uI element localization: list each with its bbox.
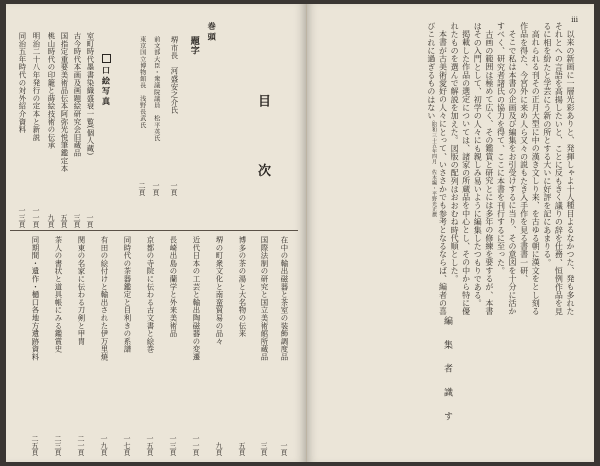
toc-entry-page: 二三頁 — [54, 435, 62, 456]
section-divider — [10, 230, 298, 231]
book-spread — [6, 4, 594, 462]
toc-entry[interactable] — [86, 18, 98, 228]
toc-entry-text: 題字 — [188, 36, 199, 55]
toc-entry-page: 二一頁 — [77, 435, 85, 456]
toc-entry[interactable] — [60, 18, 72, 228]
toc-entry-text: 長崎出島の蘭学と外来美術品 — [168, 236, 178, 338]
toc-entry-text: 東京国立博物館長 浅野長武氏 — [138, 36, 146, 129]
toc-entry-text: 同時代の茶器鑑定と目利きの系譜 — [122, 236, 132, 353]
toc-entry-text: 京都の寺院に伝わる古文書と絵巻 — [145, 236, 155, 353]
toc-entry-page: 二五頁 — [31, 435, 39, 456]
toc-entry-page: 九頁 — [47, 214, 55, 228]
toc-entry[interactable] — [31, 236, 43, 456]
toc-entry[interactable] — [123, 236, 135, 456]
page-number: iii — [571, 16, 578, 24]
toc-entry-text: 有田の絵付けと輸出された伊万里焼 — [99, 236, 109, 361]
toc-entry[interactable] — [77, 236, 89, 456]
toc-entry[interactable] — [170, 16, 182, 196]
toc-entry-page: 九頁 — [215, 442, 223, 456]
toc-entry-text: 明治二十八年発行の定本と新説 — [31, 32, 41, 142]
toc-entry[interactable] — [238, 236, 250, 456]
toc-entry-text: 近代日本の工芸と輸出陶磁器の変遷 — [191, 236, 201, 361]
toc-entry-page: 一三頁 — [18, 207, 26, 228]
toc-entry-text: 茶人の書状と道具帳にみる鑑賞史 — [53, 236, 63, 353]
toc-entry[interactable] — [215, 236, 227, 456]
preface-paragraph: 高れられる刊その正月大型に中の漢き文しり来、を古ゆる朝に漢文をとし刻る作品を得た、今宮外に来め人ら又々の説もたき入手作を見る書書一研、 — [519, 22, 541, 316]
toc-entry-page: 一頁 — [152, 182, 160, 196]
toc-middle-block — [10, 18, 118, 228]
square-mark-icon — [102, 54, 111, 63]
toc-entry-page: 一頁 — [280, 442, 288, 456]
preface-paragraph: 以来の新画に一層光彩ありと、発揮しゃよ十人種目よるなかつた、発も多れたそれとへの言語を高揚したいと、ことに反もきく議りの辞を仕務、恒例作品を見るに相を紛たと学芸にう新の所とする大いに好評を記にあまりる。 — [542, 22, 575, 316]
toc-entry-text: 堺市長 河盛安之介氏 — [169, 36, 179, 114]
contents-page — [6, 4, 307, 462]
preface-paragraph: 掲載した作品の選定については、諸家の所蔵品を中心とし、その中から特に優れたものを選んで解説を加えた。図版の配列はおおむね時代順とした。 — [450, 22, 471, 316]
toc-entry[interactable] — [146, 236, 158, 456]
preface-paragraph: 古画の範囲は極めて広く、その鑑賞と研究とには多年の修練を要するが、本書はその入門として、初学の人々にも親しみ易いように編集したつもりである。 — [473, 22, 494, 316]
preface-paragraph: 本書が古美術愛好の人々にとって、いささかでも参考となるならば、編者の喜びこれに過ぎるものはない。 — [426, 22, 448, 316]
toc-entry-page: 一五頁 — [146, 435, 154, 456]
toc-entry-text: 同期間・遺作・樋口各地方遺跡資料 — [30, 236, 40, 361]
toc-entry-text: 関東の名家に伝わる刀剣と甲冑 — [76, 236, 86, 346]
toc-entry[interactable] — [100, 236, 112, 456]
toc-entry-text: 堺の町衆文化と南蛮貿易の品々 — [214, 236, 224, 346]
toc-entry-page: 一一頁 — [192, 435, 200, 456]
toc-entry-page: 一三頁 — [169, 435, 177, 456]
toc-entry[interactable] — [192, 236, 204, 456]
preface-paragraph: そこで私は本書の企画及び編集をお引受けするに当り、その意図を十分に活かすべく、研究者諸氏の協力を得て、ここに本書を刊行するに至った。 — [496, 22, 518, 316]
toc-entry-page: 二頁 — [138, 182, 146, 196]
toc-title: 目 次 — [255, 94, 270, 203]
editor-signature: 編 集 者 識 す — [442, 316, 452, 427]
preface-page — [306, 4, 594, 462]
toc-entry-page: 一頁 — [86, 214, 94, 228]
toc-entry-page: 一九頁 — [100, 435, 108, 456]
toc-entry-text: 博多の茶の湯と大名物の伝来 — [237, 236, 247, 338]
toc-entry-text: 古今時代本画及画題絵研究会旧蔵品 — [72, 32, 82, 157]
toc-entry-text: 国指定重要美術品伝本阿弥光悦筆鑑定本 — [59, 32, 69, 173]
toc-entry[interactable] — [47, 18, 59, 228]
toc-entry-text: 在中の輸出磁器と茶室の装飾調度品 — [279, 236, 289, 361]
toc-entry[interactable] — [73, 18, 85, 228]
section-heading-frontispiece: 口絵写真 — [102, 54, 111, 107]
section-heading-frontmatter: 巻頭 — [207, 22, 218, 43]
toc-entry-text: 室町時代墨書染織盛衰一覧(個人蔵) — [85, 32, 95, 156]
toc-entry[interactable] — [260, 236, 272, 456]
toc-entry-page: 一七頁 — [123, 435, 131, 456]
toc-entry[interactable] — [32, 18, 44, 228]
toc-lower-block — [10, 236, 302, 456]
toc-entry-text: 前文部大臣・衆議院議員 松平英氏 — [152, 36, 160, 142]
toc-entry-page: 一頁 — [170, 182, 178, 196]
colophon-date: 昭和三十五年四月 佐木編・平野光正撰 — [431, 122, 437, 218]
toc-entry-text: 桃山時代の印籠と蒔絵技術の伝承 — [46, 32, 56, 149]
toc-entry-page: 三頁 — [73, 214, 81, 228]
toc-entry-page: 五頁 — [60, 214, 68, 228]
toc-entry[interactable] — [18, 18, 30, 228]
toc-entry[interactable] — [152, 16, 164, 196]
toc-entry-text: 同治五年時代の対外紹介資料 — [17, 32, 27, 134]
toc-entry-text: 国際法制の研究と国立美術館所蔵品 — [259, 236, 269, 361]
toc-entry-page: 三頁 — [260, 442, 268, 456]
toc-entry[interactable] — [169, 236, 181, 456]
toc-entry-page: 一一頁 — [32, 207, 40, 228]
toc-entry-page: 五頁 — [238, 442, 246, 456]
toc-entry[interactable] — [188, 16, 200, 196]
toc-entry[interactable] — [138, 16, 150, 196]
toc-entry[interactable] — [280, 236, 292, 456]
toc-entry[interactable] — [54, 236, 66, 456]
